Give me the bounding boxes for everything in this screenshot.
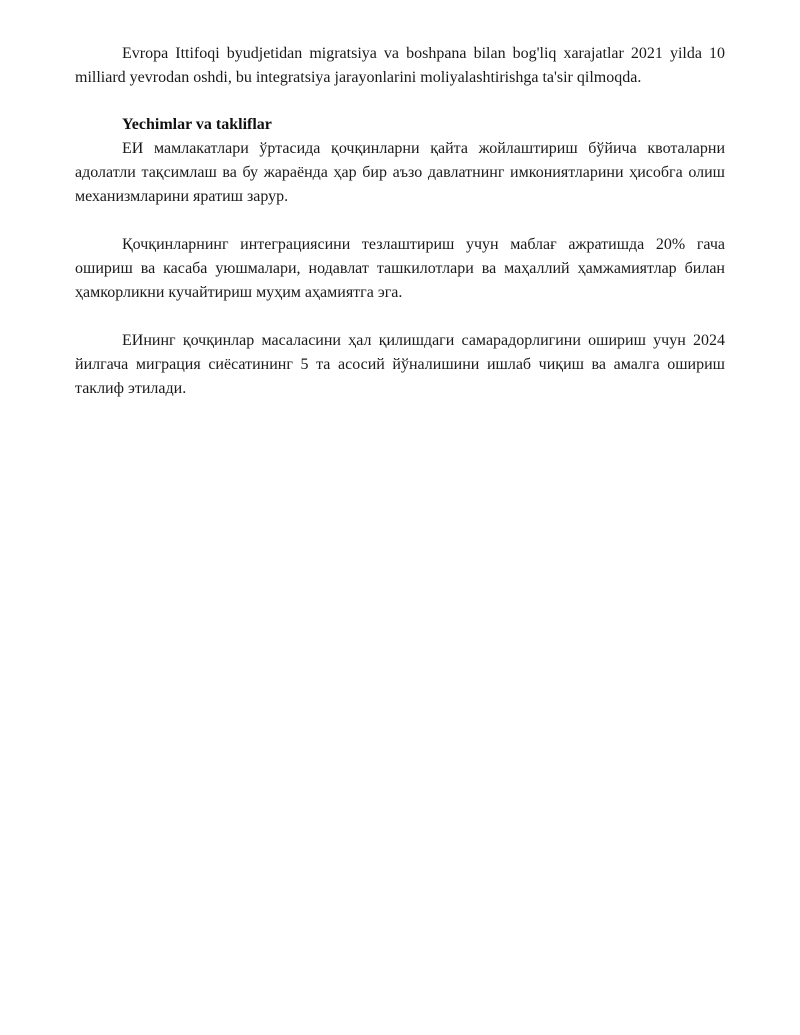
paragraph-refugee-quotas: ЕИ мамлакатлари ўртасида қочқинларни қайта жойлаштириш бўйича квоталарни адолатли тақсимлаш ва бу жараёнда ҳар бир аъзо давлатнинг имкониятларини ҳисобга олиш механизмларини яратиш зарур. (75, 140, 725, 205)
paragraph-migration-policy-directions: ЕИнинг қочқинлар масаласини ҳал қилишдаги самарадорлигини ошириш учун 2024 йилгача миграция сиёсатининг 5 та асосий йўналишини ишлаб чиқиш ва амалга ошириш таклиф этилади. (75, 332, 725, 397)
paragraph-integration-funding: Қочқинларнинг интеграциясини тезлаштириш учун маблағ ажратишда 20% гача ошириш ва касаба уюшмалари, нодавлат ташкилотлари ва маҳаллий ҳамжамиятлар билан ҳамкорликни кучайтириш муҳим аҳамиятга эга. (75, 236, 725, 301)
section-heading-solutions: Yechimlar va takliflar (122, 116, 272, 133)
paragraph-eu-budget-migration: Evropa Ittifoqi byudjetidan migratsiya va boshpana bilan bog'liq xarajatlar 2021 yilda 10 milliard yevrodan oshdi, bu integratsiya jarayonlarini moliyalashtirishga ta'sir qilmoqda. (75, 45, 725, 86)
